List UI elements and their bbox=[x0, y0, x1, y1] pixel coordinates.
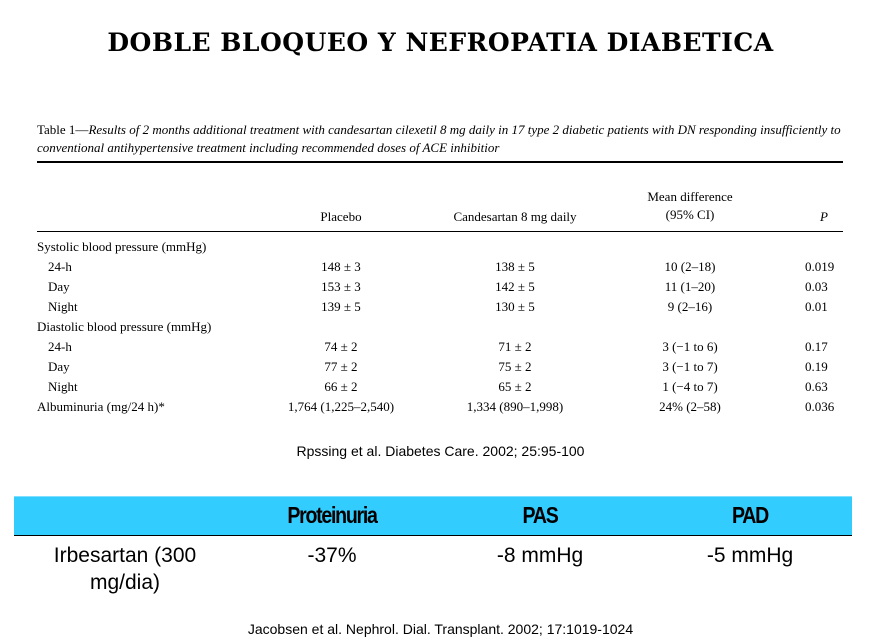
row-label: Day bbox=[48, 359, 70, 374]
cell-p: 0.19 bbox=[805, 359, 828, 374]
cell-pas: -8 mmHg bbox=[496, 544, 584, 567]
table1-caption-text: Results of 2 months additional treatment with candesartan cilexetil 8 mg daily in 17 type 2 diabetic patients with DN responding insufficiently to conventional antihypertensive treatment including recommended doses of ACE inhibitior bbox=[37, 122, 841, 155]
cell-placebo: 148 ± 3 bbox=[321, 259, 361, 274]
reference-jacobsen: Jacobsen et al. Nephrol. Dial. Transplant. 2002; 17:1019-1024 bbox=[247, 621, 634, 637]
row-label: Systolic blood pressure (mmHg) bbox=[37, 239, 207, 254]
cell-proteinuria: -37% bbox=[307, 544, 357, 567]
row-label: Night bbox=[48, 379, 78, 394]
cell-candesartan: 138 ± 5 bbox=[495, 259, 535, 274]
cell-placebo: 77 ± 2 bbox=[324, 359, 358, 374]
cell-mean-difference: 24% (2–58) bbox=[659, 399, 721, 414]
cell-candesartan: 71 ± 2 bbox=[498, 339, 532, 354]
header-pad: PAD bbox=[731, 502, 768, 528]
header-proteinuria: Proteinuria bbox=[287, 502, 377, 528]
drug-name-line2: mg/dia) bbox=[89, 571, 161, 594]
row-label: Night bbox=[48, 299, 78, 314]
slide-title: DOBLE BLOQUEO Y NEFROPATIA DIABETICA bbox=[107, 28, 774, 57]
row-label: Albuminuria (mg/24 h)* bbox=[37, 399, 165, 414]
cell-placebo: 139 ± 5 bbox=[321, 299, 361, 314]
cell-p: 0.63 bbox=[805, 379, 828, 394]
cell-placebo: 66 ± 2 bbox=[324, 379, 358, 394]
cell-placebo: 153 ± 3 bbox=[321, 279, 361, 294]
cell-mean-difference: 9 (2–16) bbox=[667, 299, 713, 314]
header-candesartan: Candesartan 8 mg daily bbox=[453, 209, 577, 224]
row-label: Diastolic blood pressure (mmHg) bbox=[37, 319, 212, 334]
row-label: Day bbox=[48, 279, 70, 294]
cell-mean-difference: 3 (−1 to 7) bbox=[662, 359, 718, 374]
cell-candesartan: 1,334 (890–1,998) bbox=[466, 399, 564, 414]
cell-mean-difference: 1 (−4 to 7) bbox=[662, 379, 718, 394]
cell-p: 0.019 bbox=[805, 259, 835, 274]
cell-candesartan: 130 ± 5 bbox=[495, 299, 535, 314]
cell-p: 0.036 bbox=[805, 399, 835, 414]
header-pas: PAS bbox=[522, 502, 558, 528]
cell-candesartan: 142 ± 5 bbox=[495, 279, 535, 294]
cell-pad: -5 mmHg bbox=[706, 544, 794, 567]
cell-p: 0.03 bbox=[805, 279, 828, 294]
table1-top-rule bbox=[37, 161, 843, 163]
cell-candesartan: 75 ± 2 bbox=[498, 359, 532, 374]
cell-candesartan: 65 ± 2 bbox=[498, 379, 532, 394]
header-ci: (95% CI) bbox=[665, 207, 715, 222]
cell-p: 0.17 bbox=[805, 339, 828, 354]
header-mean-difference: Mean difference bbox=[647, 189, 733, 204]
cell-mean-difference: 3 (−1 to 6) bbox=[662, 339, 718, 354]
cell-p: 0.01 bbox=[805, 299, 828, 314]
reference-rossing: Rpssing et al. Diabetes Care. 2002; 25:95-100 bbox=[296, 443, 585, 459]
cell-mean-difference: 11 (1–20) bbox=[664, 279, 716, 294]
cell-placebo: 1,764 (1,225–2,540) bbox=[287, 399, 395, 414]
table1-caption bbox=[37, 121, 847, 157]
table1-caption-lead: Table 1— bbox=[37, 122, 89, 137]
cell-placebo: 74 ± 2 bbox=[324, 339, 358, 354]
table2-header-rule bbox=[14, 535, 852, 536]
row-label: 24-h bbox=[48, 259, 72, 274]
table1-header-rule bbox=[37, 231, 843, 232]
cell-mean-difference: 10 (2–18) bbox=[664, 259, 716, 274]
row-label: 24-h bbox=[48, 339, 72, 354]
header-p: P bbox=[820, 209, 828, 224]
drug-name-line1: Irbesartan (300 bbox=[53, 544, 197, 567]
header-placebo: Placebo bbox=[320, 209, 362, 224]
